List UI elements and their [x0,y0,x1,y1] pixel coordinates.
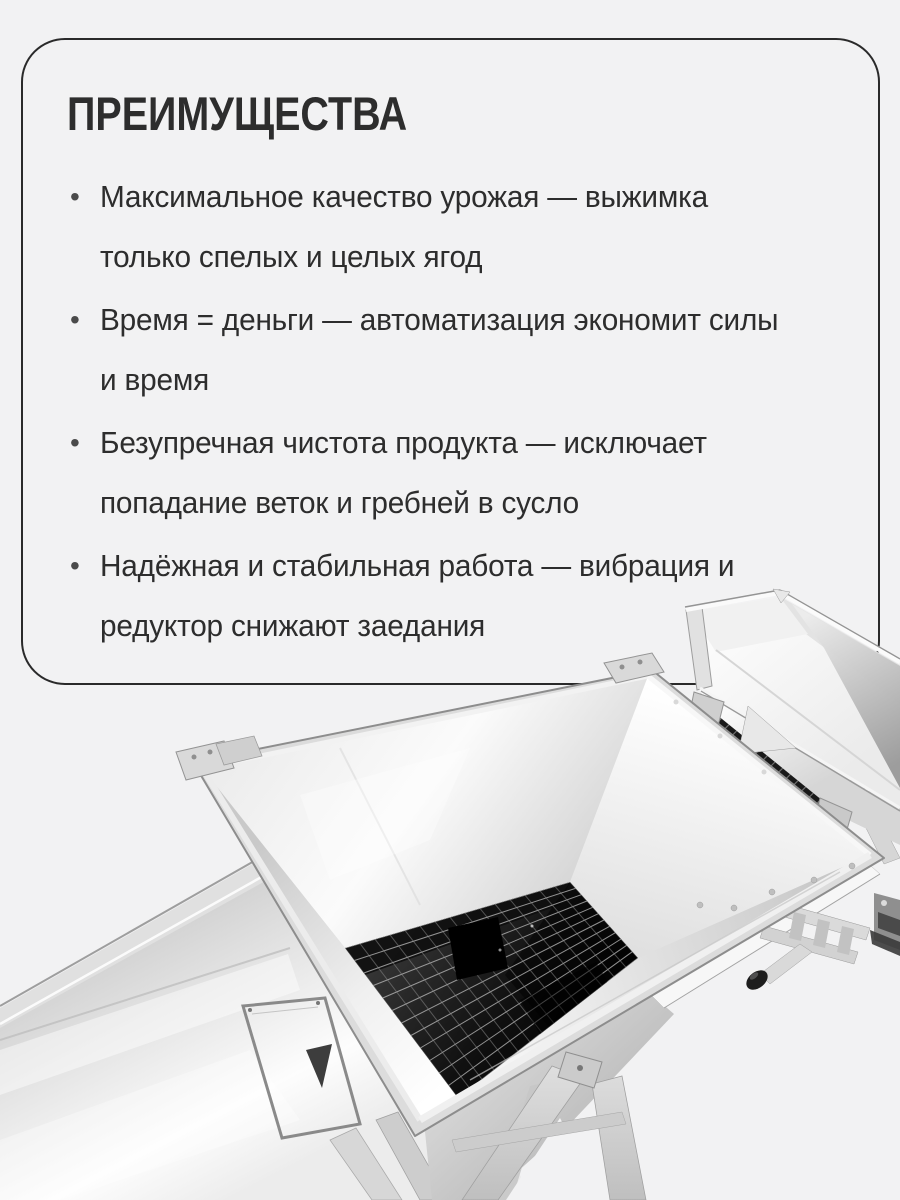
hopper-face-front-right [420,855,870,1120]
bullet-dot: • [70,427,80,458]
hopper-face-right [570,676,870,958]
trough-front-wall [700,690,900,845]
bullet-line: Максимальное качество урожая — выжимка [100,179,708,214]
hopper-interior [345,882,638,1098]
bullet-line: только спелых и целых ягод [100,239,483,274]
bullet-line: редуктор снижают заедания [100,608,486,643]
list-item [67,413,840,533]
feed-hopper [176,653,884,1136]
advantages-list [67,167,840,656]
list-item [67,536,840,656]
list-item [67,167,840,287]
advantages-card [21,38,880,685]
chute-hatch-frame [243,998,360,1138]
bullet-dot: • [70,550,80,581]
rubber-foot [743,966,772,993]
card-title: ПРЕИМУЩЕСТВА [67,87,408,140]
rivets [674,700,856,912]
bullet-dot: • [70,181,80,212]
support-legs [424,860,880,1200]
crusher-rollers [670,706,844,864]
hopper-hinge [558,1052,602,1088]
machine-frame-right [676,688,900,994]
bullet-line: попадание веток и гребней в сусло [100,485,580,520]
hopper-face-lower-left [202,768,458,1120]
bullet-line: Надёжная и стабильная работа — вибрация и [100,548,735,583]
list-item [67,290,840,410]
bullet-line: Безупречная чистота продукта — исключает [100,425,707,460]
bullet-line: Время = деньги — автоматизация экономит силы [100,302,779,337]
hopper-face-upper-left [202,676,648,948]
bullet-dot: • [70,304,80,335]
conveyor-chute [0,852,540,1200]
bullet-line: и время [100,362,210,397]
hopper-corner-bracket-left [176,736,262,780]
